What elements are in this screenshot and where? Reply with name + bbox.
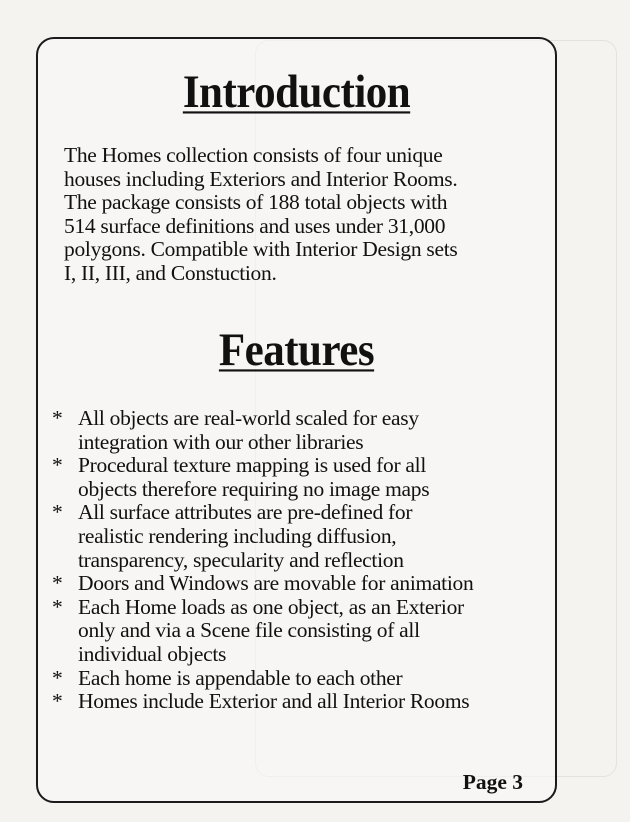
feature-line: Procedural texture mapping is used for all bbox=[78, 453, 427, 478]
introduction-paragraph bbox=[64, 144, 544, 286]
intro-line: The Homes collection consists of four unique bbox=[64, 143, 443, 167]
feature-item bbox=[52, 667, 552, 691]
bullet-asterisk-icon: * bbox=[52, 453, 63, 478]
feature-line: objects therefore requiring no image maps bbox=[78, 476, 430, 501]
feature-line: individual objects bbox=[78, 641, 227, 666]
intro-line: polygons. Compatible with Interior Design sets bbox=[64, 237, 458, 262]
feature-line: All surface attributes are pre-defined for bbox=[78, 500, 413, 525]
intro-line: I, II, III, and Constuction. bbox=[64, 260, 277, 285]
page-number: Page 3 bbox=[462, 770, 523, 794]
features-heading: Features bbox=[218, 325, 375, 376]
features-list bbox=[52, 407, 552, 714]
feature-line: transparency, specularity and reflection bbox=[78, 547, 404, 572]
feature-item bbox=[52, 501, 552, 572]
feature-item bbox=[52, 596, 552, 667]
feature-line: realistic rendering including diffusion, bbox=[78, 523, 397, 548]
intro-line: The package consists of 188 total objects with bbox=[64, 190, 448, 215]
page-frame bbox=[36, 37, 557, 803]
bullet-asterisk-icon: * bbox=[52, 665, 63, 690]
bullet-asterisk-icon: * bbox=[52, 689, 63, 714]
bullet-asterisk-icon: * bbox=[52, 406, 63, 430]
feature-line: only and via a Scene file consisting of all bbox=[78, 618, 420, 643]
intro-line: 514 surface definitions and uses under 31,000 bbox=[64, 213, 446, 238]
introduction-heading: Introduction bbox=[182, 67, 411, 118]
feature-line: integration with our other libraries bbox=[78, 429, 364, 454]
feature-line: Homes include Exterior and all Interior Rooms bbox=[78, 689, 470, 714]
bullet-asterisk-icon: * bbox=[52, 571, 63, 596]
feature-line: All objects are real-world scaled for easy bbox=[78, 406, 419, 430]
feature-line: Each Home loads as one object, as an Exterior bbox=[78, 594, 464, 619]
feature-line: Each home is appendable to each other bbox=[78, 665, 403, 690]
feature-item bbox=[52, 572, 552, 596]
feature-item bbox=[52, 407, 552, 454]
feature-line: Doors and Windows are movable for animation bbox=[78, 571, 474, 596]
feature-item bbox=[52, 690, 552, 714]
feature-item bbox=[52, 454, 552, 501]
intro-line: houses including Exteriors and Interior Rooms. bbox=[64, 166, 458, 191]
bullet-asterisk-icon: * bbox=[52, 594, 63, 619]
bullet-asterisk-icon: * bbox=[52, 500, 63, 525]
